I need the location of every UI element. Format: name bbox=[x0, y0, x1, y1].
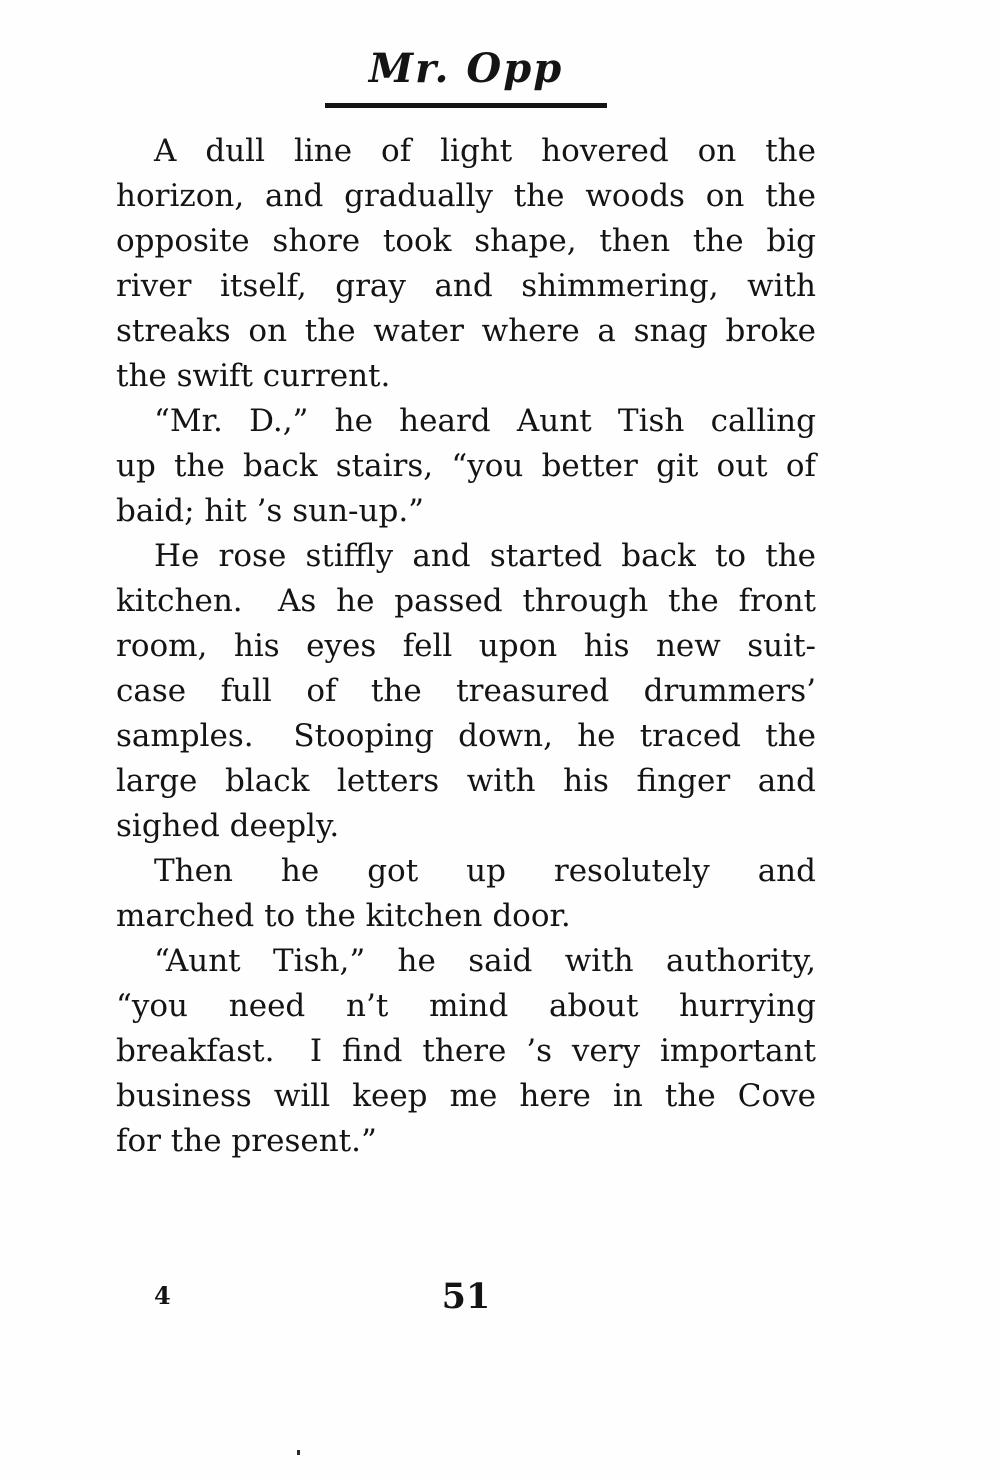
text-line: for the present.” bbox=[116, 1123, 377, 1159]
text-line: marched to the kitchen door. bbox=[116, 898, 571, 934]
text-line: streaks on the water where a snag broke bbox=[116, 313, 816, 349]
text-line: large black letters with his finger and bbox=[116, 763, 816, 799]
text-line: baid; hit ’s sun-up.” bbox=[116, 493, 425, 529]
text-line: “Mr. D.,” he heard Aunt Tish calling bbox=[154, 403, 816, 439]
text-line: up the back stairs, “you better git out of bbox=[116, 448, 816, 484]
page-number: 51 bbox=[441, 1276, 491, 1317]
text-line: case full of the treasured drummers’ bbox=[116, 673, 816, 709]
text-line: room, his eyes fell upon his new suit- bbox=[116, 628, 816, 664]
paragraph bbox=[116, 129, 816, 399]
paragraph bbox=[116, 849, 816, 939]
paragraph bbox=[116, 399, 816, 534]
text-line: business will keep me here in the Cove bbox=[116, 1078, 816, 1114]
text-line: Then he got up resolutely and bbox=[154, 853, 816, 889]
text-line: samples. Stooping down, he traced the bbox=[116, 718, 816, 754]
text-line: sighed deeply. bbox=[116, 808, 340, 844]
paragraph bbox=[116, 534, 816, 849]
text-line: horizon, and gradually the woods on the bbox=[116, 178, 816, 214]
text-column bbox=[116, 44, 816, 1164]
signature-mark: 4 bbox=[154, 1281, 171, 1310]
text-line: “Aunt Tish,” he said with authority, bbox=[154, 943, 816, 979]
text-line: breakfast. I find there ’s very important bbox=[116, 1033, 816, 1069]
page-body bbox=[116, 129, 816, 1164]
text-line: the swift current. bbox=[116, 358, 391, 394]
text-line: He rose stiffly and started back to the bbox=[154, 538, 816, 574]
text-line: A dull line of light hovered on the bbox=[154, 133, 816, 169]
scan-artifact-dot bbox=[297, 1450, 300, 1455]
page-title: Mr. Opp bbox=[368, 45, 564, 92]
text-line: kitchen. As he passed through the front bbox=[116, 583, 816, 619]
paragraph bbox=[116, 939, 816, 1164]
text-line: opposite shore took shape, then the big bbox=[116, 223, 816, 259]
text-line: “you need n’t mind about hurrying bbox=[116, 988, 816, 1024]
text-line: river itself, gray and shimmering, with bbox=[116, 268, 816, 304]
title-rule bbox=[325, 103, 607, 108]
